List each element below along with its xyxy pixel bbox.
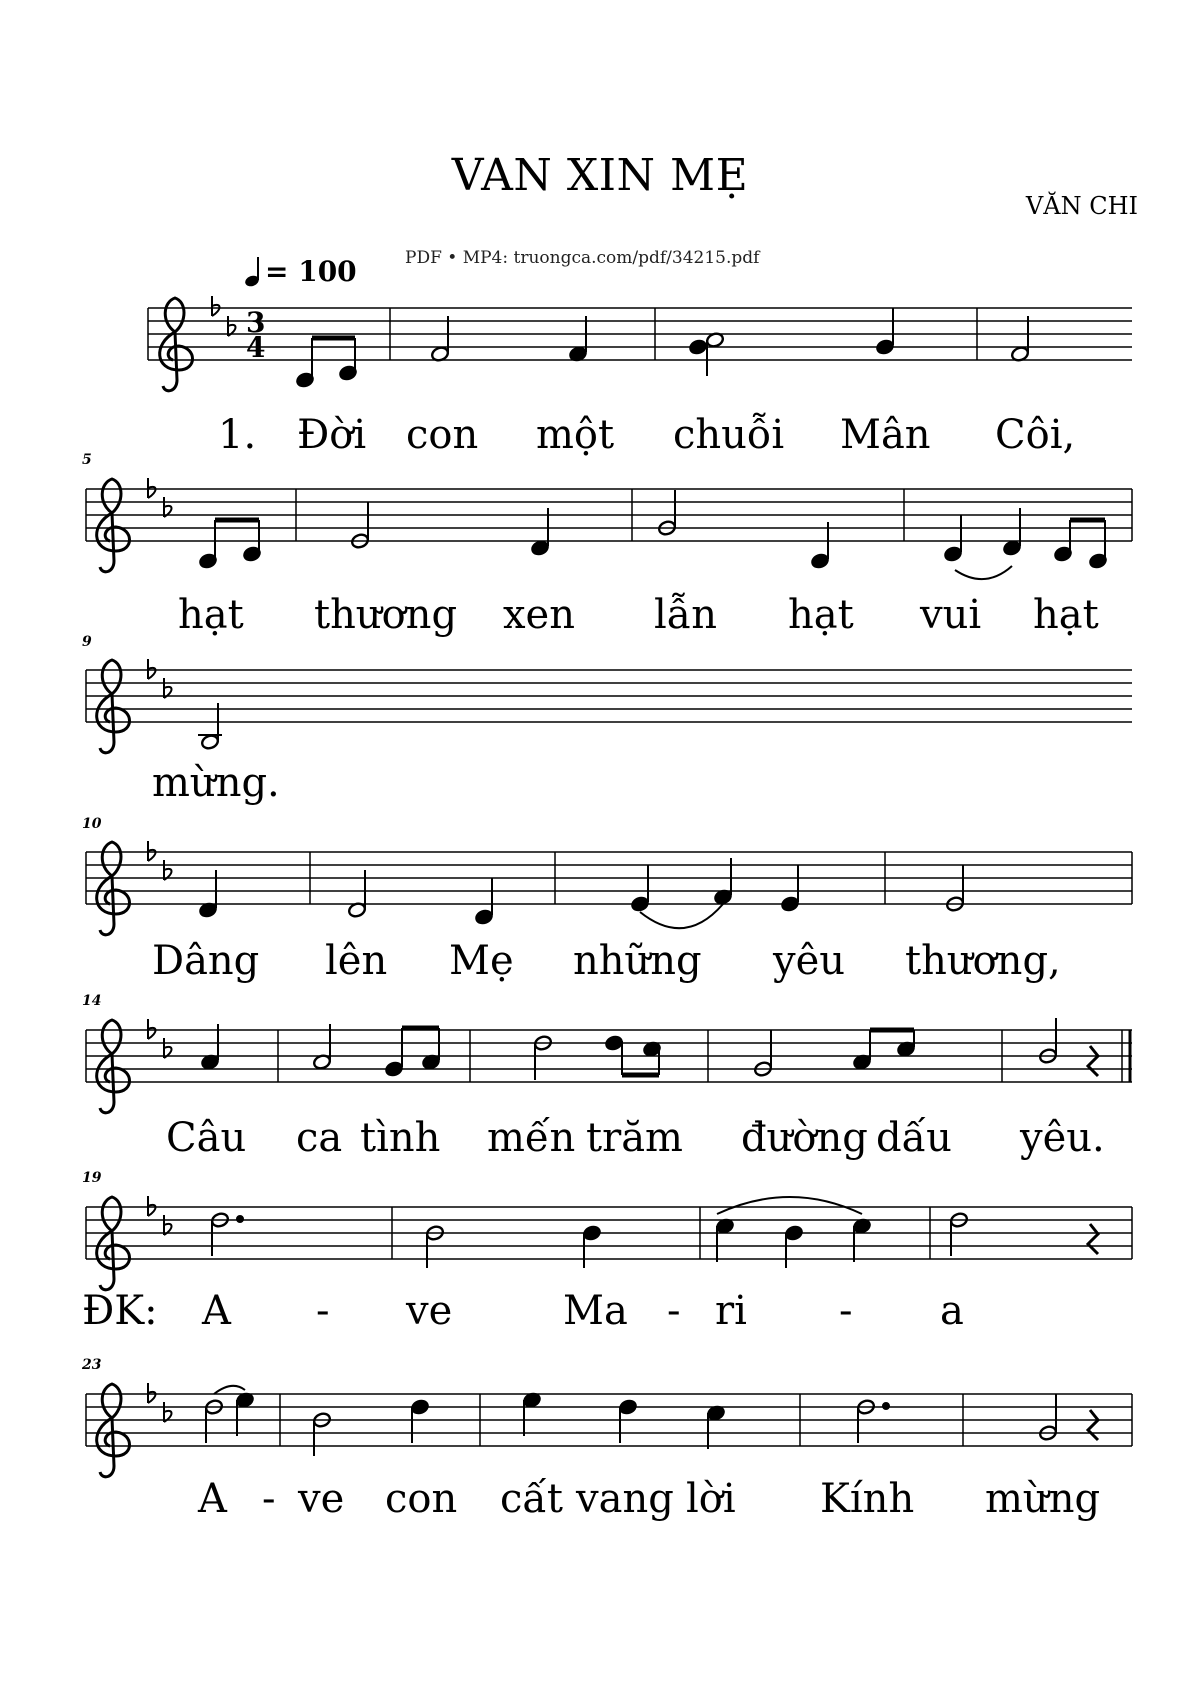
lyric-syllable: con	[406, 412, 479, 458]
time-sig-bottom: 4	[246, 331, 266, 364]
lyric-syllable: ve	[298, 1476, 345, 1522]
lyric-syllable: Mân	[840, 412, 931, 458]
lyric-syllable: yêu.	[1020, 1115, 1105, 1161]
lyric-syllable: 1.	[218, 412, 257, 458]
lyric-syllable: lời	[686, 1476, 736, 1522]
flat-icon	[148, 659, 156, 679]
flat-icon	[212, 296, 220, 316]
song-title: VAN XIN MẸ	[451, 150, 749, 201]
lyric-syllable: lẫn	[654, 592, 718, 638]
measure-number: 14	[82, 993, 102, 1009]
measure-number: 9	[82, 634, 92, 650]
lyric-syllable: mừng.	[152, 760, 280, 806]
lyric-syllable: cất	[500, 1476, 563, 1522]
lyric-syllable: Ma	[563, 1288, 628, 1334]
lyric-syllable: trăm	[586, 1115, 683, 1161]
treble-clef-icon	[97, 1197, 130, 1290]
flat-icon	[148, 478, 156, 498]
composer-name: VĂN CHI	[1025, 192, 1138, 220]
lyric-syllable: Câu	[166, 1115, 247, 1161]
notes-system-5	[200, 1018, 1098, 1080]
source-link[interactable]: PDF • MP4: truongca.com/pdf/34215.pdf	[405, 248, 760, 268]
lyric-syllable: ri	[715, 1288, 747, 1334]
lyric-syllable: đường	[741, 1115, 868, 1161]
lyric-syllable: chuỗi	[673, 412, 785, 458]
lyric-syllable: vui	[920, 592, 982, 638]
measure-number: 23	[82, 1357, 102, 1373]
notes-system-1	[295, 308, 1029, 388]
lyric-syllable: mừng	[985, 1476, 1101, 1522]
lyric-syllable: -	[667, 1288, 681, 1334]
lyric-syllable: thương	[314, 592, 458, 638]
flat-icon	[164, 860, 172, 880]
flat-icon	[148, 1196, 156, 1216]
lyric-syllable: -	[262, 1476, 276, 1522]
lyric-syllable: Kính	[820, 1476, 915, 1522]
lyric-syllable: lên	[325, 938, 388, 984]
notes-system-2	[198, 490, 1107, 579]
treble-clef-icon	[97, 1020, 130, 1113]
lyric-syllable: thương,	[905, 938, 1061, 984]
lyric-syllable: A	[198, 1476, 227, 1522]
lyric-syllable: ve	[406, 1288, 453, 1334]
lyric-syllable: Mẹ	[449, 938, 514, 984]
lyric-syllable: Côi,	[995, 412, 1076, 458]
lyric-syllable: -	[316, 1288, 330, 1334]
treble-clef-icon	[160, 298, 193, 391]
measure-number: 5	[82, 452, 92, 468]
tempo-value: = 100	[265, 255, 357, 288]
lyric-syllable: Đời	[297, 412, 367, 458]
staff-system-1	[148, 308, 1132, 360]
flat-icon	[164, 1038, 172, 1058]
lyric-syllable: hạt	[1033, 592, 1099, 638]
flat-icon	[164, 497, 172, 517]
flat-icon	[164, 1402, 172, 1422]
lyric-syllable: -	[839, 1288, 853, 1334]
treble-clef-icon	[97, 660, 130, 753]
lyric-syllable: Dâng	[152, 938, 260, 984]
lyric-syllable: ĐK:	[82, 1288, 158, 1334]
lyric-syllable: một	[536, 412, 615, 458]
lyric-syllable: a	[940, 1288, 964, 1334]
measure-number: 10	[82, 816, 102, 832]
lyric-syllable: A	[202, 1288, 231, 1334]
staff-system-3	[86, 670, 1132, 722]
lyric-syllable: vang	[576, 1476, 674, 1522]
lyric-syllable: hạt	[788, 592, 854, 638]
time-sig-top: 3	[246, 306, 266, 339]
treble-clef-icon	[97, 479, 130, 572]
measure-number: 19	[82, 1170, 102, 1186]
lyric-syllable: con	[385, 1476, 458, 1522]
lyric-syllable: hạt	[178, 592, 244, 638]
flat-icon	[164, 1215, 172, 1235]
lyric-syllable: yêu	[773, 938, 846, 984]
flat-icon	[148, 1019, 156, 1039]
staff-system-4	[86, 852, 1132, 904]
lyric-syllable: mến	[487, 1115, 576, 1161]
lyric-syllable: xen	[503, 592, 575, 638]
lyric-syllable: ca	[296, 1115, 343, 1161]
flat-icon	[228, 316, 236, 336]
lyric-syllable: những	[573, 938, 702, 984]
lyric-syllable: dấu	[876, 1115, 952, 1161]
notes-system-3	[198, 703, 222, 750]
notes-system-4	[198, 858, 964, 928]
treble-clef-icon	[97, 1384, 130, 1477]
lyric-syllable: tình	[360, 1115, 441, 1161]
flat-icon	[148, 841, 156, 861]
staff-system-2	[86, 489, 1132, 541]
staff-system-6	[86, 1207, 1132, 1259]
flat-icon	[164, 678, 172, 698]
flat-icon	[148, 1383, 156, 1403]
treble-clef-icon	[97, 842, 130, 935]
